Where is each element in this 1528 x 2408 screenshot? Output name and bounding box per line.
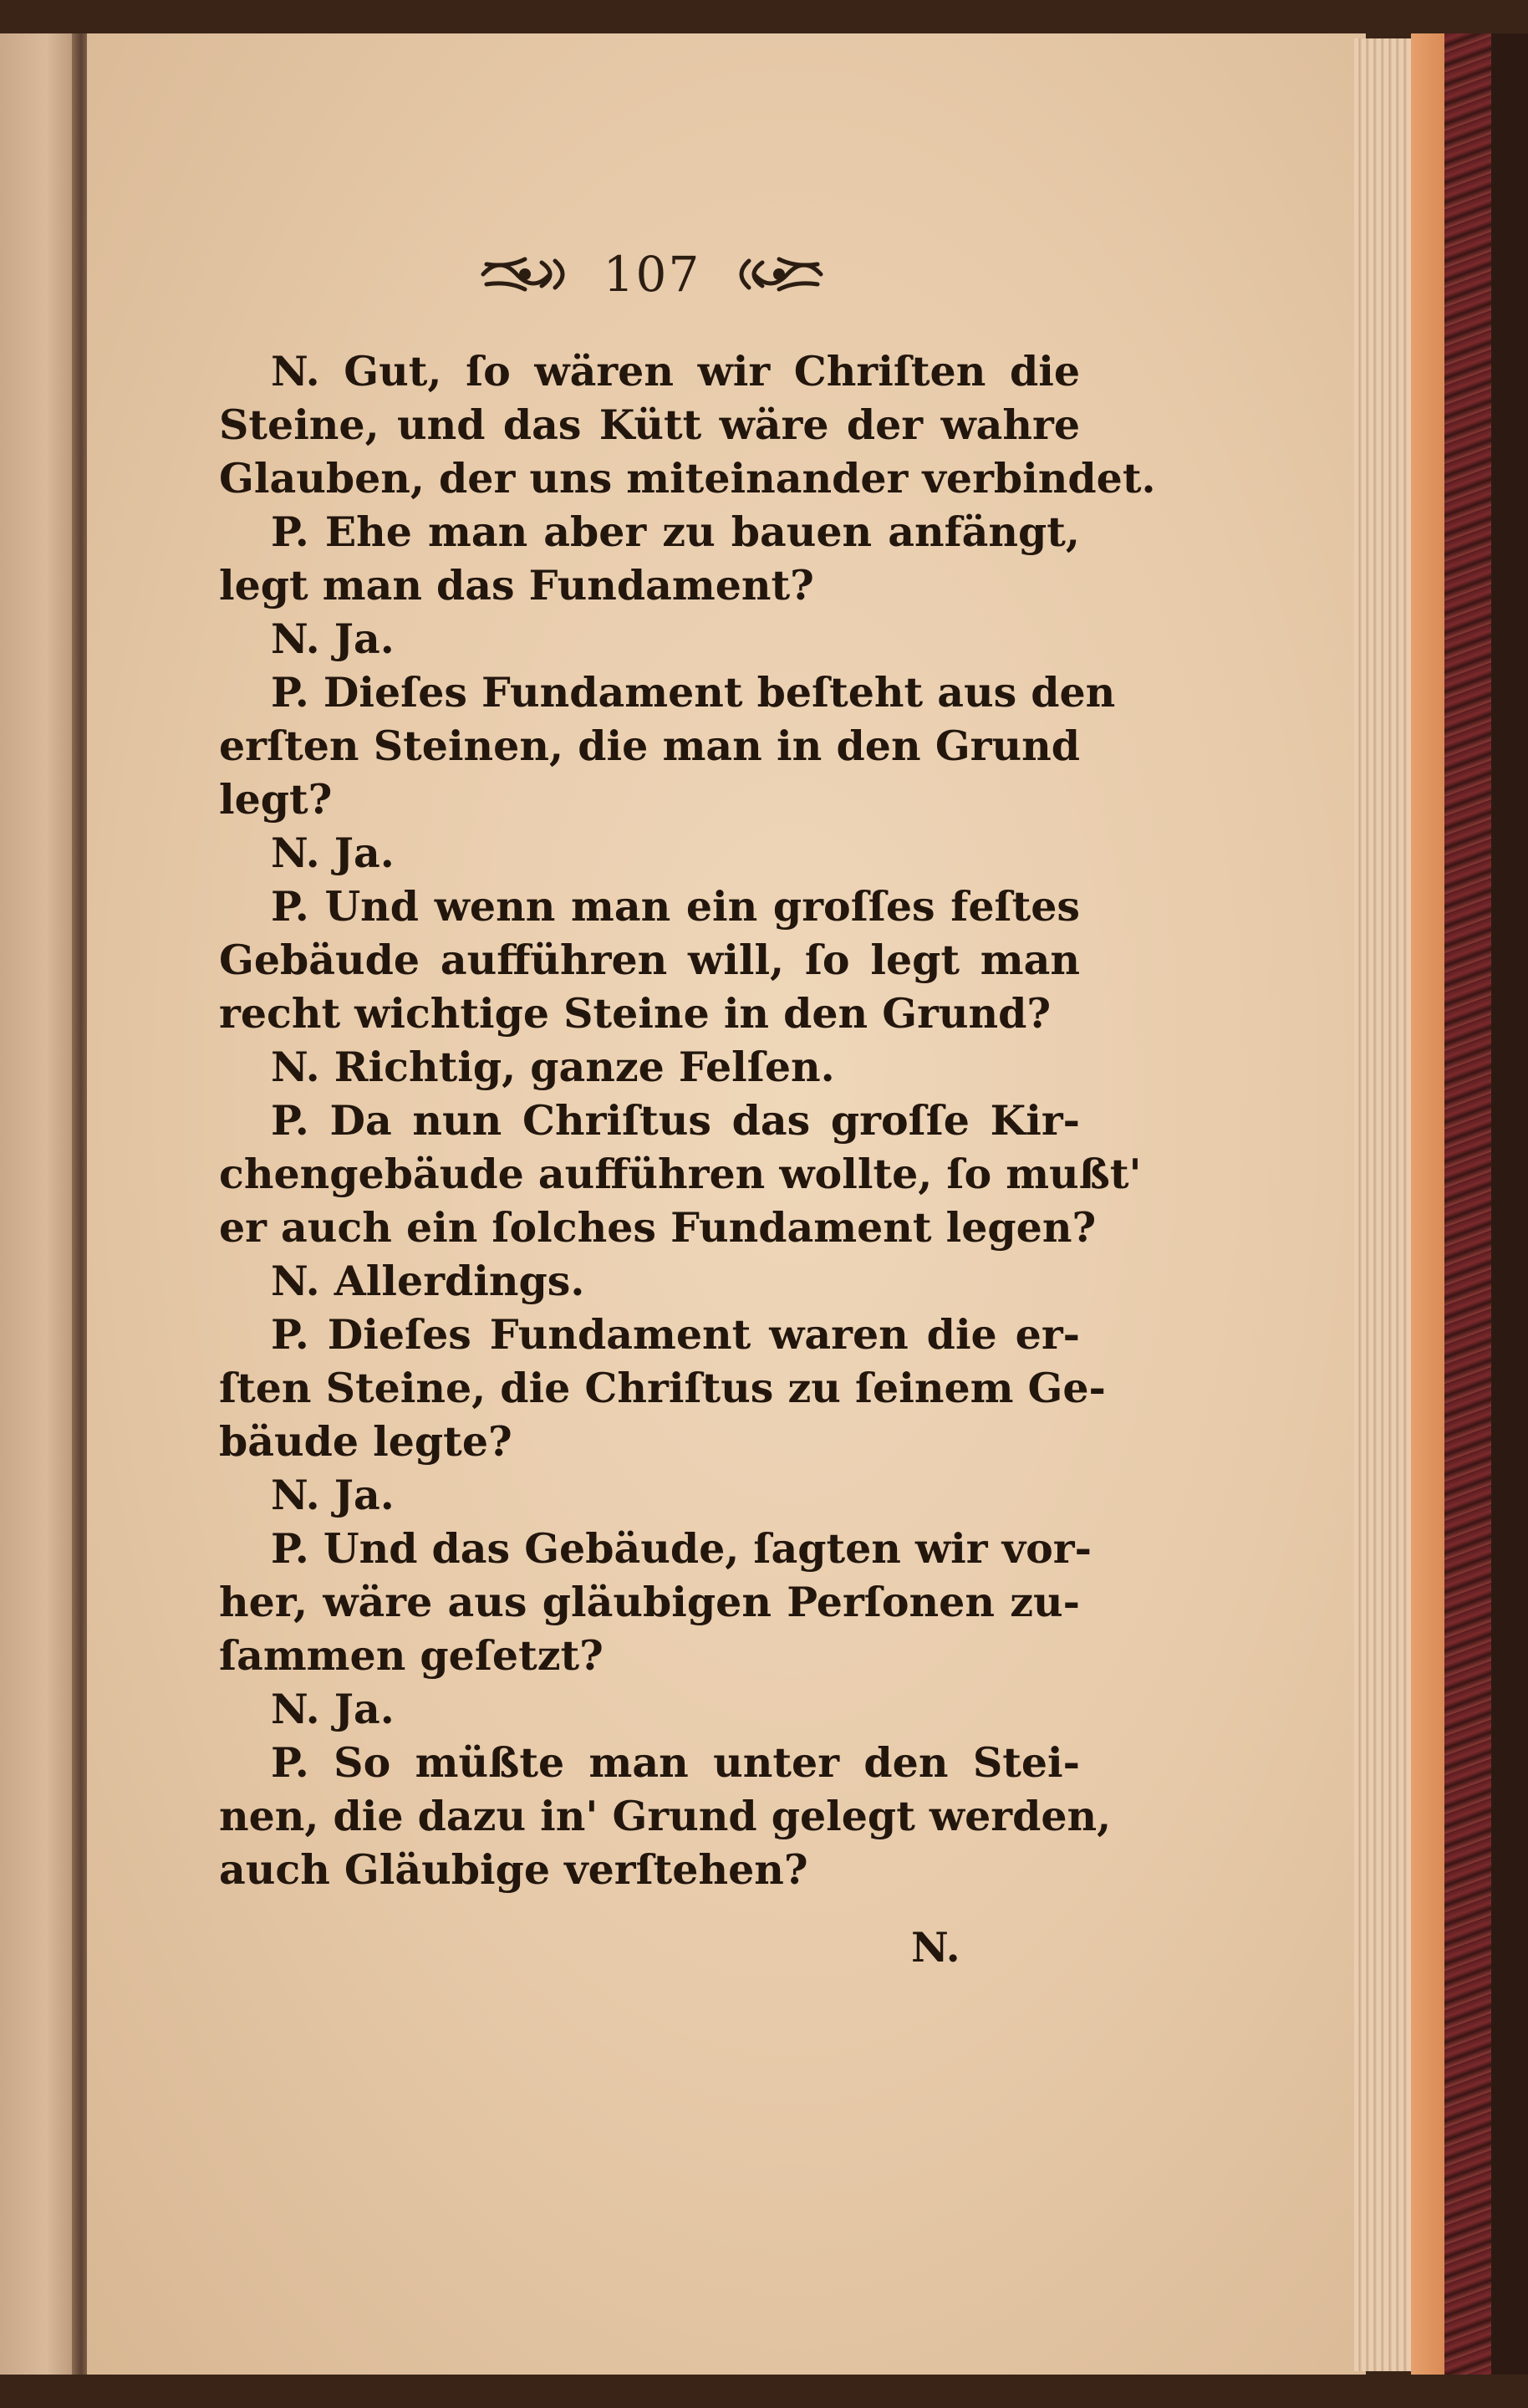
text-line: N. Ja.: [271, 829, 395, 877]
catchword: N.: [911, 1923, 960, 1972]
text-line: Glauben, der uns miteinander verbindet.: [219, 454, 1156, 503]
text-line: ſten Steine, die Chriſtus zu ſeinem Ge-: [219, 1364, 1106, 1412]
text-line: erſten Steinen, die man in den Grund: [219, 722, 1080, 770]
text-line: nen, die dazu in' Grund gelegt werden,: [219, 1792, 1112, 1840]
text-line: Steine, und das Kütt wäre der wahre: [219, 400, 1080, 449]
left-ornament-icon: [475, 251, 575, 298]
text-line: N. Ja.: [271, 1471, 395, 1519]
dialogue-text: [219, 344, 1156, 1896]
colored-page-edge: [1411, 33, 1446, 2375]
text-line: P. Und wenn man ein groſſes feſtes: [271, 882, 1080, 931]
text-line: recht wichtige Steine in den Grund?: [219, 989, 1052, 1038]
text-line: P. Dieſes Fundament waren die er-: [271, 1310, 1080, 1359]
text-line: N. Ja.: [271, 1685, 395, 1733]
text-line: her, wäre aus gläubigen Perſonen zu-: [219, 1578, 1080, 1626]
cover-edge: [1491, 33, 1528, 2375]
marbled-cover-board: [1444, 33, 1493, 2375]
text-line: legt?: [219, 775, 333, 824]
text-line: N. Gut, ſo wären wir Chriſten die: [271, 347, 1080, 395]
text-line: N. Ja.: [271, 615, 395, 663]
text-line: Gebäude aufführen will, ſo legt man: [219, 936, 1080, 984]
previous-page-edge: [0, 33, 77, 2375]
text-line: legt man das Fundament?: [219, 561, 814, 610]
text-line: chengebäude aufführen wollte, ſo mußt': [219, 1150, 1142, 1198]
text-line: er auch ein ſolches Fundament legen?: [219, 1203, 1097, 1252]
text-line: N. Allerdings.: [271, 1257, 585, 1305]
page-number: 107: [603, 246, 701, 303]
text-line: N. Richtig, ganze Felſen.: [271, 1043, 835, 1091]
page-header: [451, 237, 853, 312]
text-line: P. So müßte man unter den Stei-: [271, 1738, 1080, 1787]
text-line: bäude legte?: [219, 1417, 512, 1466]
text-line: P. Und das Gebäude, ſagten wir vor-: [271, 1524, 1092, 1573]
text-line: auch Gläubige verſtehen?: [219, 1845, 808, 1894]
right-ornament-icon: [729, 251, 829, 298]
text-line: ſammen geſetzt?: [219, 1631, 604, 1680]
text-line: P. Ehe man aber zu bauen anfängt,: [271, 508, 1080, 556]
text-line: P. Da nun Chriſtus das groſſe Kir-: [271, 1096, 1080, 1145]
text-line: P. Dieſes Fundament beſteht aus den: [271, 668, 1116, 717]
page-block-edges: [1354, 38, 1413, 2371]
